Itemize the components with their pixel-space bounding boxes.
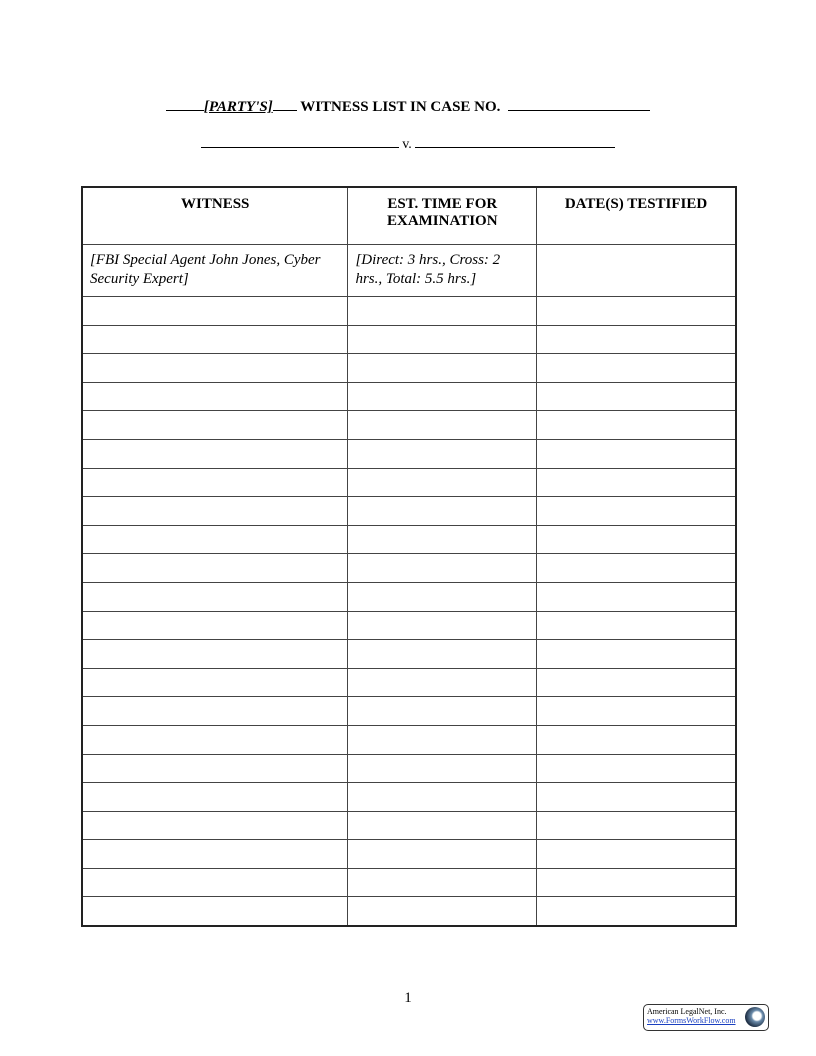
table-row	[82, 611, 736, 640]
est-time-cell[interactable]	[348, 525, 537, 554]
est-time-cell[interactable]	[348, 497, 537, 526]
witness-cell[interactable]	[82, 783, 348, 812]
dates-cell[interactable]	[537, 725, 736, 754]
dates-cell[interactable]	[537, 439, 736, 468]
est-time-cell[interactable]	[348, 411, 537, 440]
dates-cell[interactable]	[537, 411, 736, 440]
est-time-cell[interactable]	[348, 297, 537, 326]
dates-cell[interactable]	[537, 783, 736, 812]
dates-cell[interactable]	[537, 811, 736, 840]
page-number: 1	[404, 990, 412, 1006]
defendant-blank[interactable]	[415, 135, 615, 148]
witness-cell[interactable]	[82, 668, 348, 697]
dates-cell[interactable]	[537, 840, 736, 869]
dates-cell[interactable]	[537, 611, 736, 640]
est-time-cell[interactable]: [Direct: 3 hrs., Cross: 2 hrs., Total: 5.5 hrs.]	[348, 245, 537, 297]
table-row	[82, 868, 736, 897]
dates-cell[interactable]	[537, 468, 736, 497]
witness-cell[interactable]	[82, 754, 348, 783]
dates-cell[interactable]	[537, 245, 736, 297]
est-time-cell[interactable]	[348, 582, 537, 611]
dates-cell[interactable]	[537, 897, 736, 926]
logo-company-name: American LegalNet, Inc.	[647, 1007, 727, 1016]
table-row	[82, 411, 736, 440]
column-header-dates-testified: DATE(S) TESTIFIED	[537, 187, 736, 245]
table-header-row	[82, 187, 736, 245]
dates-cell[interactable]	[537, 640, 736, 669]
dates-cell[interactable]	[537, 525, 736, 554]
dates-cell[interactable]	[537, 382, 736, 411]
table-row	[82, 245, 736, 297]
logo-website-link[interactable]: www.FormsWorkFlow.com	[647, 1016, 736, 1025]
witness-cell[interactable]	[82, 382, 348, 411]
est-time-cell[interactable]	[348, 697, 537, 726]
column-header-witness: WITNESS	[82, 187, 348, 245]
table-row	[82, 754, 736, 783]
witness-cell[interactable]	[82, 325, 348, 354]
est-time-cell[interactable]	[348, 354, 537, 383]
table-row	[82, 554, 736, 583]
table-row	[82, 439, 736, 468]
case-number-blank[interactable]	[508, 96, 650, 111]
est-time-cell[interactable]	[348, 439, 537, 468]
title-text: WITNESS LIST IN CASE NO.	[300, 99, 501, 115]
table-row	[82, 297, 736, 326]
witness-cell[interactable]	[82, 468, 348, 497]
table-row	[82, 811, 736, 840]
witness-cell[interactable]	[82, 497, 348, 526]
dates-cell[interactable]	[537, 554, 736, 583]
est-time-cell[interactable]	[348, 640, 537, 669]
table-row	[82, 725, 736, 754]
party-blank-left[interactable]	[166, 96, 204, 111]
versus-text: v.	[402, 137, 412, 152]
witness-cell[interactable]	[82, 611, 348, 640]
table-row	[82, 325, 736, 354]
table-row	[82, 697, 736, 726]
witness-cell[interactable]	[82, 297, 348, 326]
est-time-cell[interactable]	[348, 382, 537, 411]
est-time-cell[interactable]	[348, 897, 537, 926]
case-caption	[0, 135, 816, 153]
dates-cell[interactable]	[537, 497, 736, 526]
witness-cell[interactable]: [FBI Special Agent John Jones, Cyber Security Expert]	[82, 245, 348, 297]
witness-cell[interactable]	[82, 525, 348, 554]
table-row	[82, 897, 736, 926]
est-time-cell[interactable]	[348, 754, 537, 783]
table-row	[82, 640, 736, 669]
witness-cell[interactable]	[82, 868, 348, 897]
est-time-cell[interactable]	[348, 811, 537, 840]
est-time-cell[interactable]	[348, 668, 537, 697]
document-title	[0, 96, 816, 116]
dates-cell[interactable]	[537, 697, 736, 726]
party-blank-right[interactable]	[273, 96, 297, 111]
dates-cell[interactable]	[537, 325, 736, 354]
dates-cell[interactable]	[537, 668, 736, 697]
column-header-est-time: EST. TIME FOR EXAMINATION	[348, 187, 537, 245]
witness-cell[interactable]	[82, 811, 348, 840]
globe-icon	[745, 1007, 765, 1027]
est-time-cell[interactable]	[348, 468, 537, 497]
plaintiff-blank[interactable]	[201, 135, 399, 148]
witness-cell[interactable]	[82, 640, 348, 669]
table-row	[82, 582, 736, 611]
witness-cell[interactable]	[82, 840, 348, 869]
dates-cell[interactable]	[537, 868, 736, 897]
est-time-cell[interactable]	[348, 554, 537, 583]
table-row	[82, 382, 736, 411]
party-placeholder[interactable]: [PARTY'S]	[203, 99, 273, 115]
witness-cell[interactable]	[82, 725, 348, 754]
witness-cell[interactable]	[82, 582, 348, 611]
witness-cell[interactable]	[82, 554, 348, 583]
witness-cell[interactable]	[82, 897, 348, 926]
american-legalnet-logo	[643, 1004, 769, 1031]
witness-cell[interactable]	[82, 697, 348, 726]
dates-cell[interactable]	[537, 754, 736, 783]
table-row	[82, 668, 736, 697]
est-time-cell[interactable]	[348, 611, 537, 640]
witness-cell[interactable]	[82, 354, 348, 383]
dates-cell[interactable]	[537, 582, 736, 611]
table-row	[82, 525, 736, 554]
est-time-cell[interactable]	[348, 868, 537, 897]
est-time-cell[interactable]	[348, 725, 537, 754]
witness-table	[81, 186, 737, 927]
est-time-cell[interactable]	[348, 325, 537, 354]
table-row	[82, 468, 736, 497]
table-row	[82, 354, 736, 383]
est-time-cell[interactable]	[348, 840, 537, 869]
witness-cell[interactable]	[82, 439, 348, 468]
dates-cell[interactable]	[537, 354, 736, 383]
witness-cell[interactable]	[82, 411, 348, 440]
table-row	[82, 783, 736, 812]
dates-cell[interactable]	[537, 297, 736, 326]
table-row	[82, 840, 736, 869]
table-row	[82, 497, 736, 526]
est-time-cell[interactable]	[348, 783, 537, 812]
